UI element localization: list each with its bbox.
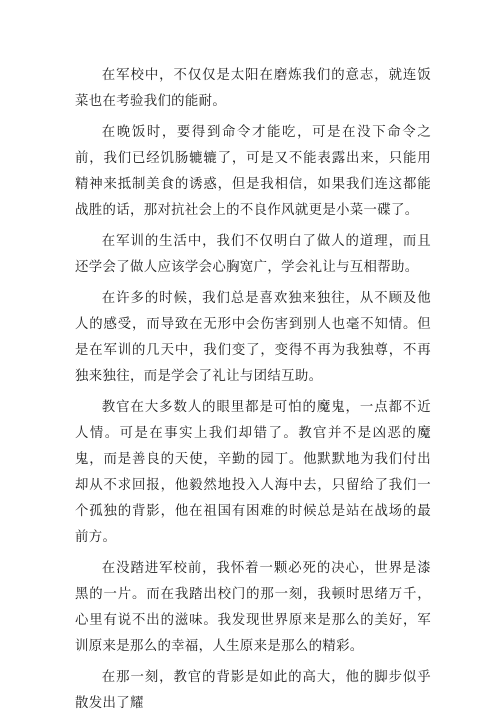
document-body [75, 63, 431, 722]
paragraph-5: 教官在大多数人的眼里都是可怕的魔鬼，一点都不近人情。可是在事实上我们却错了。教官并不是凶恶的魔鬼，而是善良的天使，辛勤的园丁。他默默地为我们付出却从不求回报，他毅然地投入人海中去，只留给了我们一个孤独的背影，他在祖国有困难的时候总是站在战场的最前方。 [75, 400, 431, 545]
paragraph-4: 在许多的时候，我们总是喜欢独来独往，从不顾及他人的感受，而导致在无形中会伤害到别人也毫不知情。但是在军训的几天中，我们变了，变得不再为我独尊，不再独来独往，而是学会了礼让与团结互助。 [75, 291, 431, 384]
paragraph-7: 在那一刻，教官的背影是如此的高大，他的脚步似乎散发出了耀 [75, 670, 431, 711]
paragraph-6: 在没踏进军校前，我怀着一颗必死的决心，世界是漆黑的一片。而在我踏出校门的那一刻，我顿时思绪万千，心里有说不出的滋味。我发现世界原来是那么的美好，军训原来是那么的幸福，人生原来是那么的精彩。 [75, 561, 431, 654]
paragraph-1: 在军校中，不仅仅是太阳在磨炼我们的意志，就连饭菜也在考验我们的能耐。 [75, 68, 431, 109]
paragraph-3: 在军训的生活中，我们不仅明白了做人的道理，而且还学会了做人应该学会心胸宽广，学会礼让与互相帮助。 [75, 234, 431, 275]
paragraph-2: 在晚饭时，要得到命令才能吃，可是在没下命令之前，我们已经饥肠辘辘了，可是又不能表露出来，只能用精神来抵制美食的诱惑，但是我相信，如果我们连这都能战胜的话，那对抗社会上的不良作风就更是小菜一碟了。 [75, 125, 431, 218]
